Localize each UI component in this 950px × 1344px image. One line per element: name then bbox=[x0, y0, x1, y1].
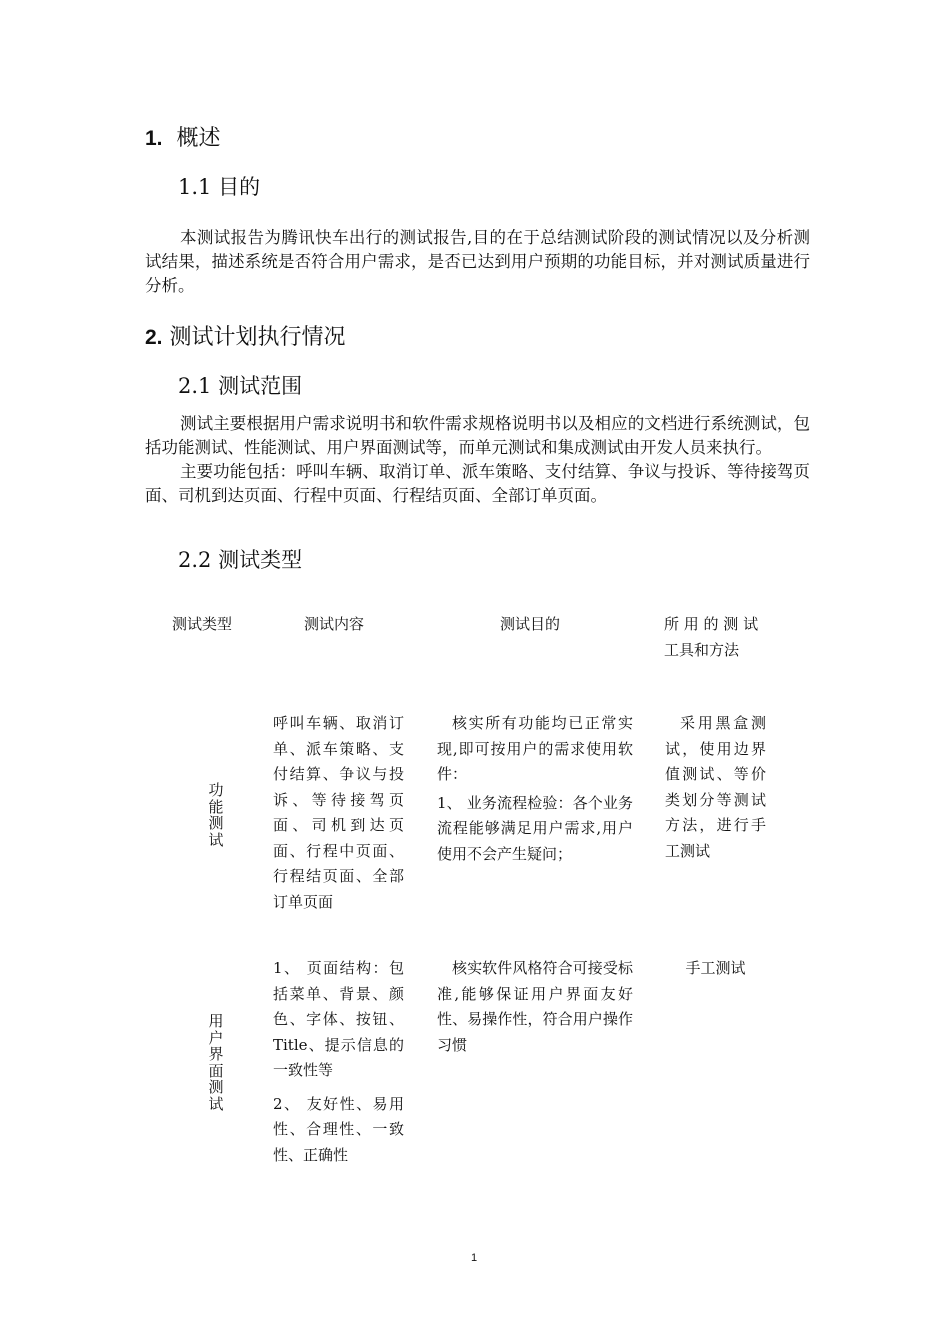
purpose-paragraph: 本测试报告为腾讯快车出行的测试报告,目的在于总结测试阶段的测试情况以及分析测试结果，描述系统是否符合用户需求，是否已达到用户预期的功能目标，并对测试质量进行分析。 bbox=[145, 228, 810, 295]
scope-paragraph-1: 测试主要根据用户需求说明书和软件需求规格说明书以及相应的文档进行系统测试，包括功能测试、性能测试、用户界面测试等，而单元测试和集成测试由开发人员来执行。 bbox=[145, 414, 810, 457]
page-number: 1 bbox=[471, 1252, 478, 1264]
row2-content-part1: 1、 页面结构：包括菜单、背景、颜色、字体、按钮、Title、提示信息的一致性等 bbox=[273, 959, 404, 1079]
row2-content bbox=[273, 956, 404, 1168]
heading-2-title: 测试计划执行情况 bbox=[169, 325, 346, 350]
row1-method: 采用黑盒测试，使用边界值测试、等价类划分等测试方法，进行手工测试 bbox=[665, 714, 766, 860]
row2-content-part2: 2、 友好性、易用性、合理性、一致性、正确性 bbox=[273, 1094, 404, 1164]
table-header-purpose: 测试目的 bbox=[500, 615, 561, 633]
heading-1-number: 1. bbox=[145, 127, 163, 150]
scope-paragraph bbox=[145, 412, 810, 508]
row1-type: 功 能 测 试 bbox=[208, 781, 224, 849]
row1-content: 呼叫车辆、取消订单、派车策略、支付结算、争议与投诉、等待接驾页面、司机到达页面、行程中页面、行程结页面、全部订单页面 bbox=[273, 714, 404, 911]
heading-1-1: 1.1 目的 bbox=[178, 175, 261, 199]
row2-type: 用 户 界 面 测 试 bbox=[208, 1012, 224, 1113]
table-header-type: 测试类型 bbox=[172, 615, 233, 633]
heading-1 bbox=[145, 121, 221, 152]
row2-purpose: 核实软件风格符合可接受标准,能够保证用户界面友好性、易操作性，符合用户操作习惯 bbox=[437, 959, 633, 1054]
heading-1-title: 概述 bbox=[176, 126, 221, 151]
scope-paragraph-2: 主要功能包括：呼叫车辆、取消订单、派车策略、支付结算、争议与投诉、等待接驾页面、司机到达页面、行程中页面、行程结页面、全部订单页面。 bbox=[145, 462, 810, 505]
table-header-method bbox=[664, 613, 768, 660]
table-header-method-line2: 工具和方法 bbox=[664, 641, 740, 659]
table-header-content: 测试内容 bbox=[304, 615, 365, 633]
heading-2 bbox=[145, 320, 346, 351]
row2-method: 手工测试 bbox=[685, 959, 746, 977]
heading-2-1: 2.1 测试范围 bbox=[178, 374, 303, 398]
table-header-method-line1: 所 用 的 测 试 bbox=[664, 615, 759, 633]
row1-purpose: 核实所有功能均已正常实现,即可按用户的需求使用软件： 1、 业务流程检验：各个业务流程能够满足用户需求,用户使用不会产生疑问； bbox=[437, 714, 633, 863]
heading-2-number: 2. bbox=[145, 326, 163, 349]
heading-2-2: 2.2 测试类型 bbox=[178, 548, 303, 572]
